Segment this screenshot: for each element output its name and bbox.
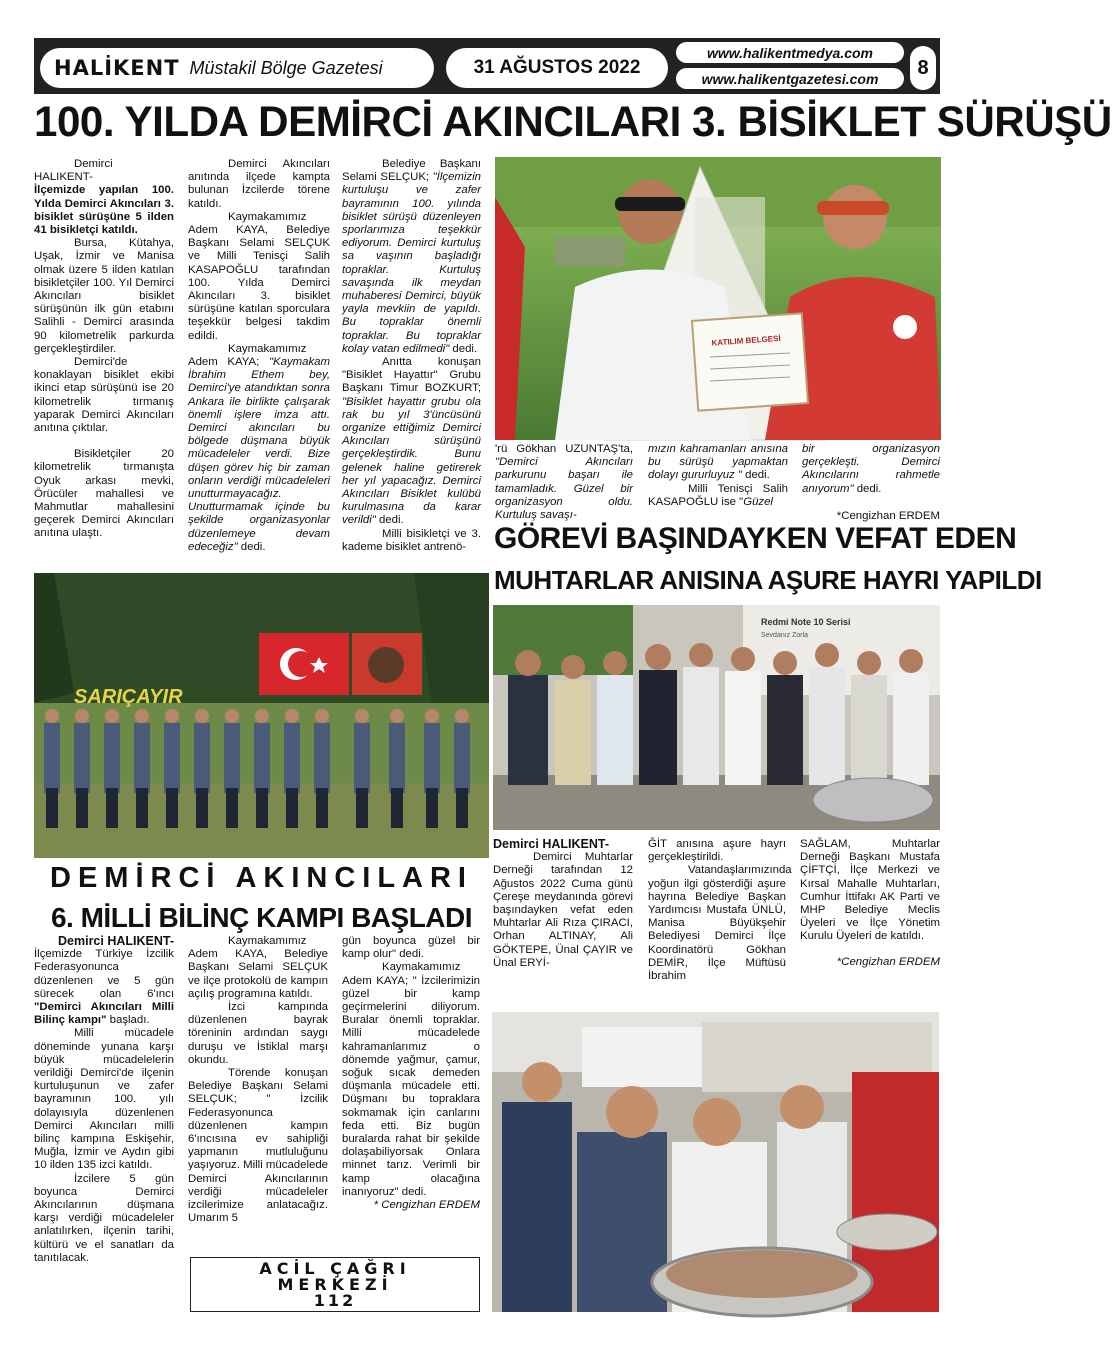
article3-paragraph: gün boyunca güzel bir kamp olur" dedi.	[342, 935, 480, 961]
quote-text: "İlçemizin kurtuluşu ve zafer bayramının 100. yılında bisiklet sürüşü düzenleyen sporlarımıza teşekkür ediyorum. Demirci kurtuluş sa vaşının başladığı topraklar. Kurtuluş savaşında ilk meydan muhaberesi Demirci, büyük yayla mevkiin de yapıldı. Bu topraklar önemli topraklar. Bu topraklar kolay vatan edilmedi"	[342, 171, 481, 355]
photo-scouts-ceremony	[34, 573, 489, 858]
certificate-title: KATILIM BELGESİ	[711, 333, 781, 348]
article3-column-2	[188, 935, 328, 1225]
article2-headline-1: GÖREVİ BAŞINDAYKEN VEFAT EDEN	[494, 522, 1017, 555]
article2-headline-2: MUHTARLAR ANISINA AŞURE HAYRI YAPILDI	[494, 565, 1042, 595]
article3-dateline: Demirci HALIKENT-	[58, 934, 174, 948]
quote-speaker: 'rü Gökhan UZUNTAŞ'ta,	[495, 443, 633, 455]
article3-signature: * Cengizhan ERDEM	[373, 1199, 480, 1212]
article3-intro-tail: başladı.	[106, 1014, 150, 1027]
article1-column-4	[495, 443, 633, 522]
article1-paragraph	[188, 343, 330, 554]
emergency-number: 112	[313, 1290, 357, 1310]
quote-tail: dedi.	[375, 514, 404, 527]
website-link-2[interactable]: www.halikentgazetesi.com	[676, 68, 904, 89]
article2-signature: *Cengizhan ERDEM	[836, 955, 940, 968]
camp-name: "Demirci Akıncıları Milli Bilinç kampı"	[34, 1001, 174, 1027]
article3-column-1	[34, 935, 174, 1265]
article3-intro: İlçemizde Türkiye İzcilik Federasyonunca düzenlenen ve 5 gün sürecek olan 6'ıncı	[34, 948, 174, 1000]
article3-paragraph: İzci kampında düzenlenen bayrak töreninin ardından saygı duruşu ve İstiklal marşı okundu.	[188, 1001, 328, 1066]
newspaper-brand: HALİKENT	[54, 56, 180, 80]
article1-headline: 100. YILDA DEMİRCİ AKINCILARI 3. BİSİKLET SÜRÜŞÜ	[34, 98, 1112, 146]
article2-paragraph: ĞİT anısına aşure hayrı gerçekleştirildi.	[648, 838, 786, 864]
camp-sign: SARIÇAYIR	[74, 686, 183, 708]
quote-tail: dedi.	[237, 540, 266, 553]
article2-column-3	[800, 838, 940, 969]
photo-asure-serving	[492, 1012, 939, 1312]
article3-column-3	[342, 935, 480, 1212]
photo-certificate-illustration	[495, 157, 941, 440]
article3-paragraph: Törende konuşan Belediye Başkanı Selami SELÇUK; " İzcilik Federasyonunca düzenlenen kampın 6'ıncısına ev sahipliği yapmanın mutluluğunu yaşıyoruz. Milli mücadelede Demirci Akıncılarının verdiği mücadeleler izcilerimize anlatacağız. Umarım 5	[188, 1067, 328, 1225]
photo-certificate-ceremony	[495, 157, 941, 440]
quote-speaker: Milli Tenisçi Salih KASAPOĞLU ise "	[648, 482, 788, 508]
quote-tail: dedi.	[853, 482, 882, 495]
article3-paragraph	[34, 948, 174, 1027]
quote-speaker: Anıtta konuşan "Bisiklet Hayattır" Grubu Başkanı Timur BOZKURT;	[342, 356, 481, 395]
issue-date: 31 AĞUSTOS 2022	[446, 48, 668, 88]
newspaper-name-box	[40, 48, 434, 88]
article1-dateline: Demirci HALIKENT-	[34, 158, 113, 184]
masthead	[34, 38, 940, 94]
quote-speaker: Belediye Başkanı Selami SELÇUK;	[342, 158, 481, 184]
article1-column-2	[188, 158, 330, 554]
quote-text: "Bisiklet hayattır grubu ola rak bu yıl 3'üncüsünü organize ettiğimiz Demirci Akıncıları sürüşünü gerçekleştirdik. Bunu gelenek haline getirerek her yıl yapacağız. Demirci Akıncıları Bisiklet kulübü kurulmasına da karar verildi"	[342, 395, 481, 527]
article1-paragraph	[342, 158, 481, 356]
article3-paragraph: Kaymakamımız Adem KAYA; " İzcilerimizin güzel bir kamp geçirmelerini diliyorum. Buralar önemli topraklar. Milli mücadelede kahramanlarımız o dönemde yağmur, çamur, soğuk sıcak demeden düşmanla mücadele etti. Düşmanı bu topraklara sokmamak için canlarını feda etti. Biz bugün buralarda rahat bir şekilde dolaşabiliyorsak Onlara minnet tarız. Verimli bir kamp olacağına inanıyoruz" dedi.	[342, 961, 480, 1198]
article2-dateline: Demirci HALIKENT-	[493, 837, 609, 851]
article3-paragraph: Kaymakamımız Adem KAYA, Belediye Başkanı Selami SELÇUK ve ilçe protokolü de kampın açılış programına katıldı.	[188, 935, 328, 1000]
article1-lead: İlçemizde yapılan 100. Yılda Demirci Akıncıları 3. bisiklet sürüşüne 5 ilden 41 bisikletçi katıldı.	[34, 184, 174, 237]
article1-paragraph	[648, 483, 788, 509]
article1-paragraph: Demirci'de konaklayan bisiklet ekibi ikinci etap sürüşünü ise 20 kilometrelik tırmanış yaparak Demirci Akıncıları anıtına çıktılar.	[34, 356, 174, 435]
article1-column-1	[34, 158, 174, 541]
article3-paragraph: İzcilere 5 gün boyunca Demirci Akıncılarının düşmana karşı verdiği mücadeleler anlatılırken, ilçenin tarihi, kültürü ve el sanatları da tanıtılacak.	[34, 1172, 174, 1264]
article1-column-3	[342, 158, 481, 554]
article2-column-2	[648, 838, 792, 983]
website-link-1[interactable]: www.halikentmedya.com	[676, 42, 904, 63]
quote-text: bir organizasyon gerçekleşti. Demirci Akıncılarını rahmetle anıyorum"	[802, 443, 940, 495]
article2-paragraph: SAĞLAM, Muhtarlar Derneği Başkanı Mustafa ÇİFTÇİ, İlçe Merkezi ve Kırsal Mahalle Muhtarları, Cumhur İttifakı AK Parti ve MHP Belediye Meclis Üyeleri ve İlçe Yönetim Kurulu Üyeleri de katıldı.	[800, 838, 940, 943]
quote-text: "Demirci Akıncıları parkurunu başarı ile tamamladık. Güzel bir organizasyon oldu. Kurtuluş savaşı-	[495, 456, 633, 522]
emergency-line-1: ACİL ÇAĞRI	[259, 1258, 411, 1278]
photo-muhtars-group	[493, 605, 940, 830]
article1-paragraph	[648, 443, 788, 483]
store-sign-2: Sevdanız Zorla	[761, 632, 809, 639]
article1-paragraph: Milli bisikletçi ve 3. kademe bisiklet antrenö-	[342, 527, 481, 553]
article1-paragraph	[495, 443, 633, 522]
article3-headline-1: DEMİRCİ AKINCILARI	[50, 862, 473, 894]
page-number: 8	[910, 46, 936, 90]
article3-paragraph: Milli mücadele döneminde yunana karşı büyük mücadelelerin verildiği Demirci'de ilçenin kurtuluşunun ve zafer bayramının 100. yılı dolayısıyla düzenlenen Demirci Akıncıları milli bilinç kampına Eskişehir, Muğla, İzmir ve Aydın gibi 10 ilden 135 izci katıldı.	[34, 1027, 174, 1172]
article1-paragraph: Bisikletçiler 20 kilometrelik tırmanışta Oyuk arkası mevki, Örücüler mahallesi ve Mahmutlar mahallesini geçerek Demirci Akıncıları anıtına ulaştı.	[34, 448, 174, 540]
quote-tail: dedi.	[741, 469, 770, 482]
newspaper-subtitle: Müstakil Bölge Gazetesi	[189, 57, 383, 78]
article1-column-6	[802, 443, 940, 523]
article1-paragraph: Demirci Akıncıları anıtında ilçede kampta bulunan İzcilerde törene katıldı.	[188, 158, 330, 210]
article1-column-5	[648, 443, 788, 509]
photo-asure-illustration	[492, 1012, 939, 1312]
store-sign: Redmi Note 10 Serisi	[761, 617, 851, 627]
quote-tail: dedi.	[449, 342, 478, 355]
quote-text: Güzel	[743, 495, 773, 508]
article1-paragraph: Kaymakamımız Adem KAYA, Belediye Başkanı Selami SELÇUK ve Milli Tenisçi Salih KASAPOĞLU tarafından 100. Yılda Demirci Akıncıları 3. bisiklet sürüşüne katılan sporculara teşekkür belgesi takdim edildi.	[188, 210, 330, 342]
article2-column-1	[493, 838, 633, 970]
article3-headline-2: 6. MİLLİ BİLİNÇ KAMPI BAŞLADI	[50, 902, 473, 933]
article1-paragraph	[342, 356, 481, 528]
quote-text: "Kaymakam İbrahim Ethem bey, Demirci'ye atandıktan sonra Ankara ile birlikte çalışarak önemli işlere imza attı. Demirci akıncıları bu bölgede düşmana büyük mücadeleler verdi. Bize düşen görev hiç bir zaman onların verdiği mücadeleleri unutturmayacağız. Unutturmamak içinde bu şekilde organizasyonlar düzenlemeye devam edeceğiz"	[188, 356, 330, 553]
article1-paragraph: Bursa, Kütahya, Uşak, İzmir ve Manisa olmak üzere 5 ilden katılan bisikletçiler 100. Yıl Demirci Akıncıları bisiklet sürüşünün ilk gün etabını Salihli - Demirci arasında 90 kilometrelik parkurda gerçekleştirdiler.	[34, 237, 174, 355]
emergency-call-box	[190, 1257, 480, 1312]
quote-text: mızın kahramanları anısına bu sürüşü yapmaktan dolayı gururluyuz "	[648, 443, 788, 482]
quote-speaker: Kaymakamımız Adem KAYA;	[188, 342, 307, 369]
photo-muhtars-illustration	[493, 605, 940, 830]
emergency-line-2: MERKEZİ	[277, 1274, 393, 1294]
photo-scouts-illustration	[34, 573, 489, 858]
article1-signature: *Cengizhan ERDEM	[836, 509, 940, 522]
article1-paragraph	[802, 443, 940, 496]
article2-paragraph: Vatandaşlarımızında yoğun ilgi gösterdiği aşure hayrına Belediye Başkan Yardımcısı Mustafa ÜNLÜ, Manisa Büyükşehir Belediyesi Demirci İlçe Koordinatörü Gökhan DEMİR, İlçe Müftüsü İbrahim	[648, 864, 792, 983]
article2-paragraph: Demirci Muhtarlar Derneği tarafından 12 Ağustos 2022 Cuma günü Çereşe meydanında görevi başındayken vefat eden Muhtarlar Ali Rıza ÇIRACI, Orhan ALTINAY, Ali GÖKTEPE, Ünal ÇAYIR ve Ünal ERYİ-	[493, 851, 633, 969]
